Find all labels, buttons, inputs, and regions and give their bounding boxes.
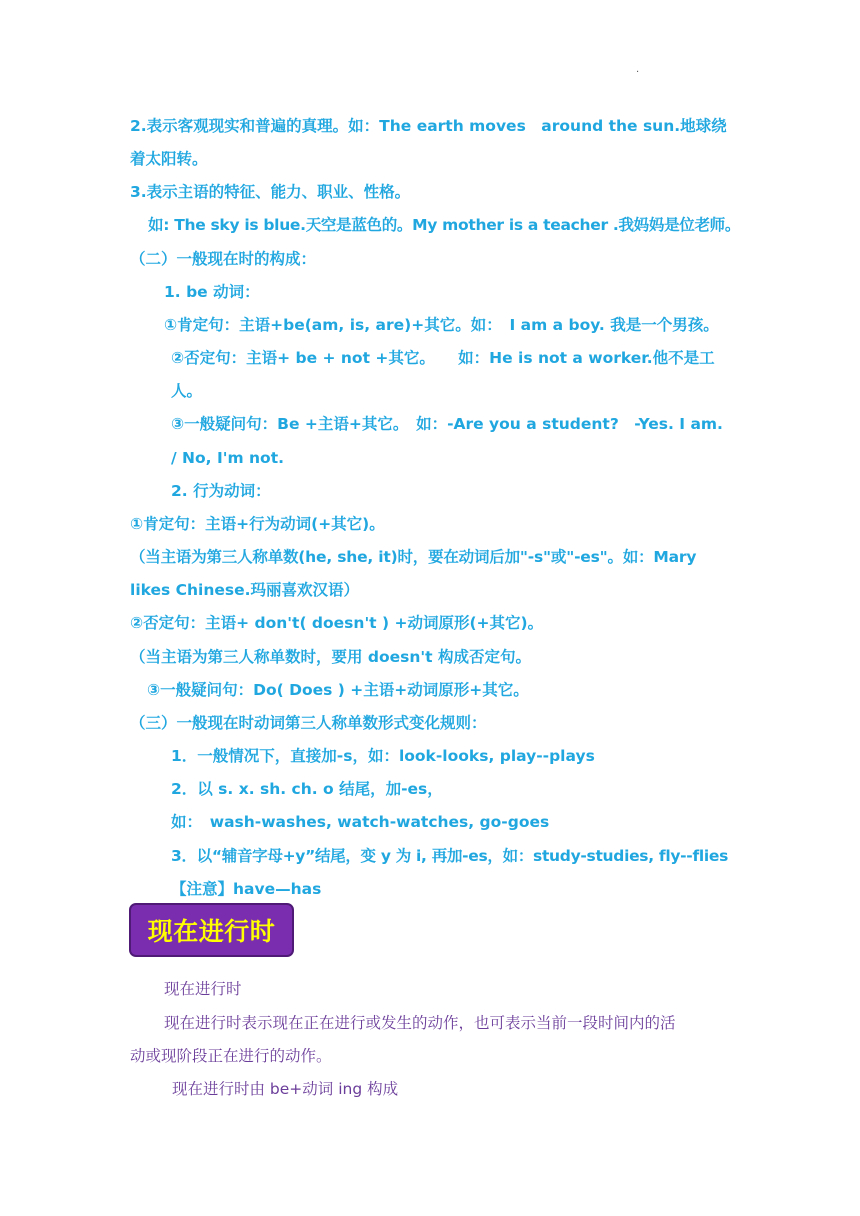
- text-line: 着太阳转。: [130, 150, 208, 168]
- text-line: （二）一般现在时的构成：: [130, 250, 317, 268]
- text-line: 2.表示客观现实和普遍的真理。如：The earth moves around the sun.地球绕: [130, 117, 727, 135]
- text-line: 如： wash-washes, watch-watches, go-goes: [171, 813, 550, 831]
- text-line: ②否定句：主语+ be + not +其它。 如：He is not a worker.他不是工: [171, 349, 715, 367]
- section-title: 现在进行时: [147, 917, 276, 946]
- text-line: 【注意】have—has: [171, 880, 322, 898]
- section-text-line: 现在进行时表示现在正在进行或发生的动作，也可表示当前一段时间内的活: [164, 1014, 676, 1032]
- text-line: 2. 行为动词：: [171, 482, 271, 500]
- text-line: 2．以 s. x. sh. ch. o 结尾，加-es，: [171, 780, 443, 798]
- text-line: ③一般疑问句：Be +主语+其它。 如：-Are you a student? -Yes. I am.: [171, 415, 723, 433]
- section-text-line: 现在进行时由 be+动词 ing 构成: [172, 1080, 399, 1098]
- text-line: （当主语为第三人称单数(he, she, it)时，要在动词后加"-s"或"-es"。如：Mary: [130, 548, 697, 566]
- text-line: 人。: [171, 382, 203, 400]
- text-line: 1. be 动词：: [164, 283, 260, 301]
- section-text-line: 动或现阶段正在进行的动作。: [130, 1047, 332, 1065]
- section-text-line: 现在进行时: [164, 980, 242, 998]
- text-line: 1．一般情况下，直接加-s，如：look-looks, play--plays: [171, 747, 595, 765]
- section-title-box: [129, 903, 294, 957]
- text-line: 3．以“辅音字母+y”结尾，变 y 为 i, 再加-es，如：study-studies, fly--flies: [171, 847, 729, 865]
- text-line: 3.表示主语的特征、能力、职业、性格。: [130, 183, 411, 201]
- text-line: ①肯定句：主语+行为动词(+其它)。: [130, 515, 385, 533]
- text-line: likes Chinese.玛丽喜欢汉语）: [130, 581, 360, 599]
- text-line: （三）一般现在时动词第三人称单数形式变化规则：: [130, 714, 487, 732]
- header-mark: ·: [636, 67, 640, 78]
- text-line: ②否定句：主语+ don't( doesn't ) +动词原形(+其它)。: [130, 614, 544, 632]
- text-line: 如: The sky is blue.天空是蓝色的。My mother is a teacher .我妈妈是位老师。: [148, 216, 741, 234]
- text-line: / No, I'm not.: [171, 449, 285, 467]
- text-line: ①肯定句：主语+be(am, is, are)+其它。如： I am a boy. 我是一个男孩。: [164, 316, 719, 334]
- text-line: ③一般疑问句：Do( Does ) +主语+动词原形+其它。: [147, 681, 529, 699]
- text-line: （当主语为第三人称单数时，要用 doesn't 构成否定句。: [130, 648, 531, 666]
